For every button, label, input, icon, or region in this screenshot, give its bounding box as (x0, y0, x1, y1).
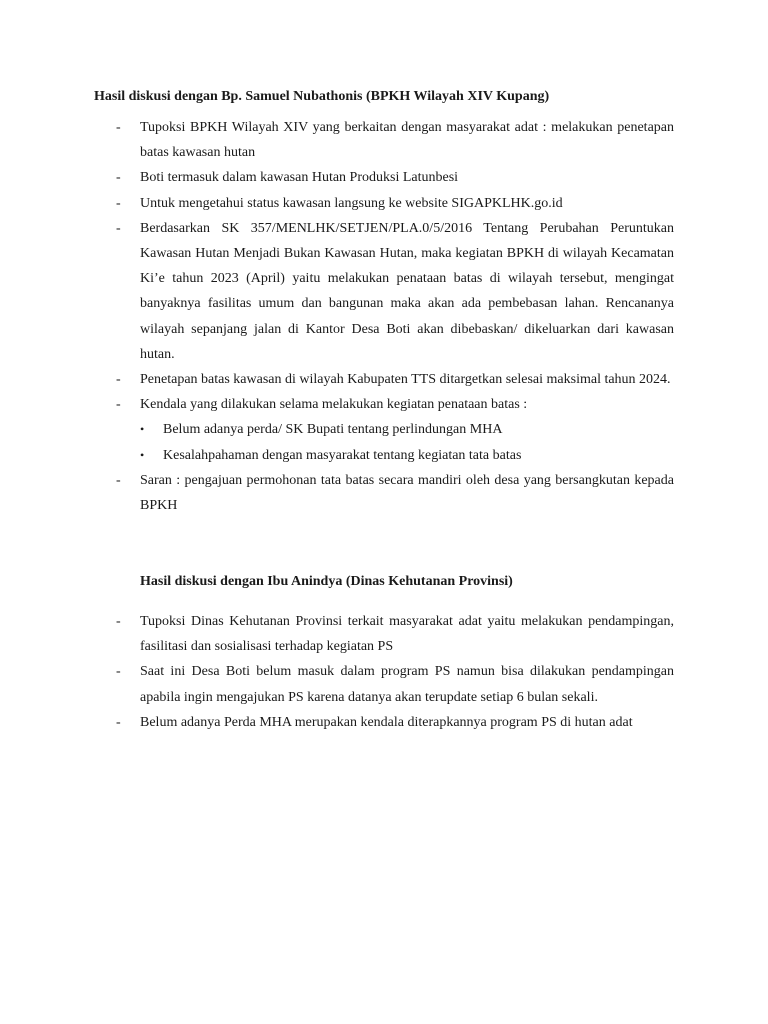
sub-list-item-text: Belum adanya perda/ SK Bupati tentang perlindungan MHA (163, 422, 503, 438)
sub-list-item (0, 443, 768, 468)
list-item-text: Boti termasuk dalam kawasan Hutan Produksi Latunbesi (140, 170, 459, 186)
list-item (0, 392, 768, 417)
list-item (0, 710, 768, 735)
sub-list-item (0, 417, 768, 442)
dash-marker: - (116, 120, 121, 135)
list-item-text: Belum adanya Perda MHA merupakan kendala diterapkannya program PS di hutan adat (140, 714, 633, 730)
list-item (0, 191, 768, 216)
list-item (0, 216, 768, 367)
dash-marker: - (116, 397, 121, 413)
list-item-text: Tupoksi Dinas Kehutanan Provinsi terkait masyarakat adat yaitu melakukan pendampingan, fasilitasi dan sosialisasi terhadap kegiatan PS (140, 614, 674, 655)
dash-marker: - (116, 614, 121, 629)
list-item (0, 367, 768, 392)
list-item-text: Saran : pengajuan permohonan tata batas secara mandiri oleh desa yang bersangkutan kepada BPKH (140, 472, 674, 514)
list-item (0, 468, 768, 518)
bullet-marker: • (140, 422, 145, 437)
list-item-text: Berdasarkan SK 357/MENLHK/SETJEN/PLA.0/5/2016 Tentang Perubahan Peruntukan Kawasan Hutan Menjadi Bukan Kawasan Hutan, maka kegiatan BPKH di wilayah Kecamatan Ki’e tahun 2023 (April) yaitu melakukan penataan batas di wilayah tersebut, mengingat banyaknya fasilitas umum dan bangunan maka akan ada pembebasan lahan. Rencananya wilayah sepanjang jalan di Kantor Desa Boti akan dibebaskan/ dikeluarkan dari kawasan hutan. (140, 220, 674, 362)
section-heading-bpkh: Hasil diskusi dengan Bp. Samuel Nubathonis (BPKH Wilayah XIV Kupang) (94, 89, 550, 104)
list-item-text: Kendala yang dilakukan selama melakukan kegiatan penataan batas : (140, 397, 528, 413)
dash-marker: - (116, 664, 121, 680)
list-item-text: Saat ini Desa Boti belum masuk dalam program PS namun bisa dilakukan pendampingan apabila ingin mengajukan PS karena datanya akan terupdate setiap 6 bulan sekali. (140, 664, 674, 705)
dash-marker: - (116, 195, 121, 211)
dinas-discussion-list (0, 609, 768, 735)
dash-marker: - (116, 714, 121, 730)
bullet-marker: • (140, 447, 145, 462)
list-item-text: Penetapan batas kawasan di wilayah Kabupaten TTS ditargetkan selesai maksimal tahun 2024. (140, 372, 671, 388)
bpkh-discussion-list (0, 115, 768, 518)
list-item (0, 165, 768, 190)
list-item (0, 115, 768, 165)
list-item-text: Untuk mengetahui status kawasan langsung ke website SIGAPKLHK.go.id (140, 195, 563, 211)
dash-marker: - (116, 372, 121, 388)
list-item (0, 659, 768, 709)
dash-marker: - (116, 220, 121, 236)
section-heading-dinas-kehutanan: Hasil diskusi dengan Ibu Anindya (Dinas Kehutanan Provinsi) (140, 574, 513, 589)
dash-marker: - (116, 170, 121, 186)
sub-list-item-text: Kesalahpahaman dengan masyarakat tentang kegiatan tata batas (163, 447, 522, 463)
list-item (0, 609, 768, 659)
list-item-text: Tupoksi BPKH Wilayah XIV yang berkaitan dengan masyarakat adat : melakukan penetapan batas kawasan hutan (140, 120, 674, 161)
dash-marker: - (116, 472, 121, 488)
